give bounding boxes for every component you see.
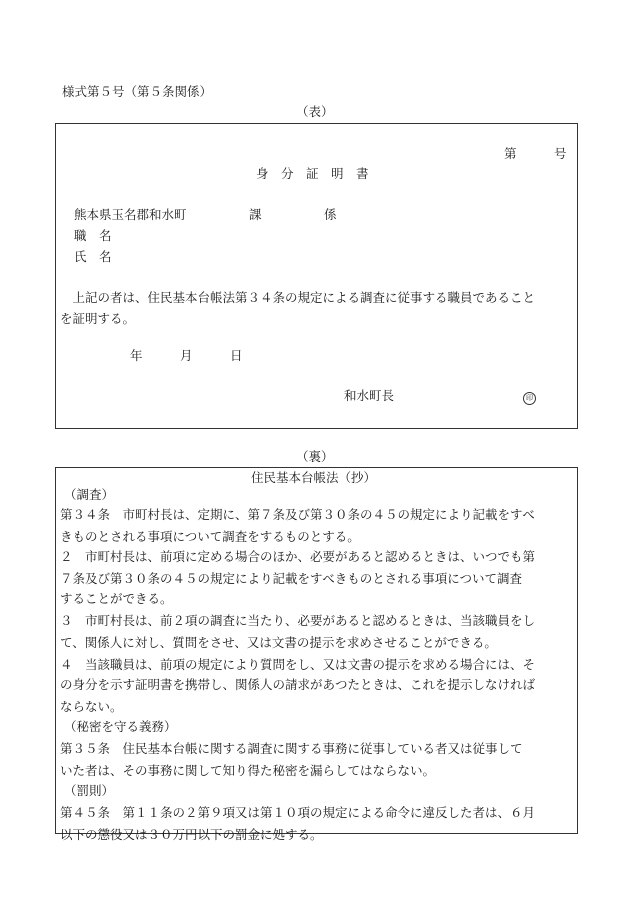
law-text-line: ４ 当該職員は、前項の規定により質問をし、又は文書の提示を求める場合には、そ [60, 657, 536, 672]
form-title: 様式第５号（第５条関係） [62, 84, 213, 99]
law-text-line: ２ 市町村長は、前項に定める場合のほか、必要があると認めるときは、いつでも第 [60, 549, 536, 564]
law-text-line: ３ 市町村長は、前２項の調査に当たり、必要があると認めるときは、当該職員をし [60, 613, 536, 628]
back-label: （裏） [296, 449, 334, 464]
law-text-line: ７条及び第３０条の４５の規定により記載をすべきものとされる事項について調査 [60, 571, 523, 586]
law-text-line: することができる。 [60, 591, 173, 606]
law-text-line: の身分を示す証明書を携帯し、関係人の請求があつたときは、これを提示しなければ [60, 677, 536, 692]
back-card [55, 467, 578, 842]
name-label: 氏 名 [74, 249, 112, 264]
section-heading: （秘密を守る義務） [64, 719, 177, 734]
affiliation-line: 熊本県玉名郡和水町 課 係 [74, 207, 337, 222]
law-text-line: 第３５条 住民基本台帳に関する調査に関する事務に従事している者又は従事して [60, 741, 523, 756]
law-text-line: 第４５条 第１１条の２第９項又は第１０項の規定による命令に違反した者は、６月 [60, 805, 536, 820]
law-text-line: て、関係人に対し、質問をさせ、又は文書の提示を求めさせることができる。 [60, 635, 497, 650]
front-card [55, 123, 578, 429]
seal-icon: 印 [523, 392, 536, 405]
issue-date: 年 月 日 [130, 348, 243, 363]
law-text-line: ならない。 [60, 699, 123, 714]
section-heading: （調査） [64, 487, 115, 502]
front-label: （表） [296, 104, 334, 119]
issuer-name: 和水町長 [344, 388, 395, 403]
law-text-line: きものとされる事項について調査をするものとする。 [60, 529, 360, 544]
position-label: 職 名 [74, 228, 112, 243]
document-title: 身 分 証 明 書 [256, 166, 369, 181]
certification-text-line1: 上記の者は、住民基本台帳法第３４条の規定による調査に従事する職員であること [60, 290, 536, 305]
law-text-line: 以下の懲役又は３０万円以下の罰金に処する。 [60, 827, 323, 842]
section-heading: （罰則） [64, 783, 115, 798]
certification-text-line2: を証明する。 [60, 311, 136, 326]
seal-mark [523, 390, 536, 405]
certificate-number-label: 第 号 [504, 146, 567, 161]
law-text-line: いた者は、その事務に関して知り得た秘密を漏らしてはならない。 [60, 763, 436, 778]
law-title: 住民基本台帳法（抄） [251, 470, 377, 485]
law-text-line: 第３４条 市町村長は、定期に、第７条及び第３０条の４５の規定により記載をすべ [60, 507, 535, 522]
